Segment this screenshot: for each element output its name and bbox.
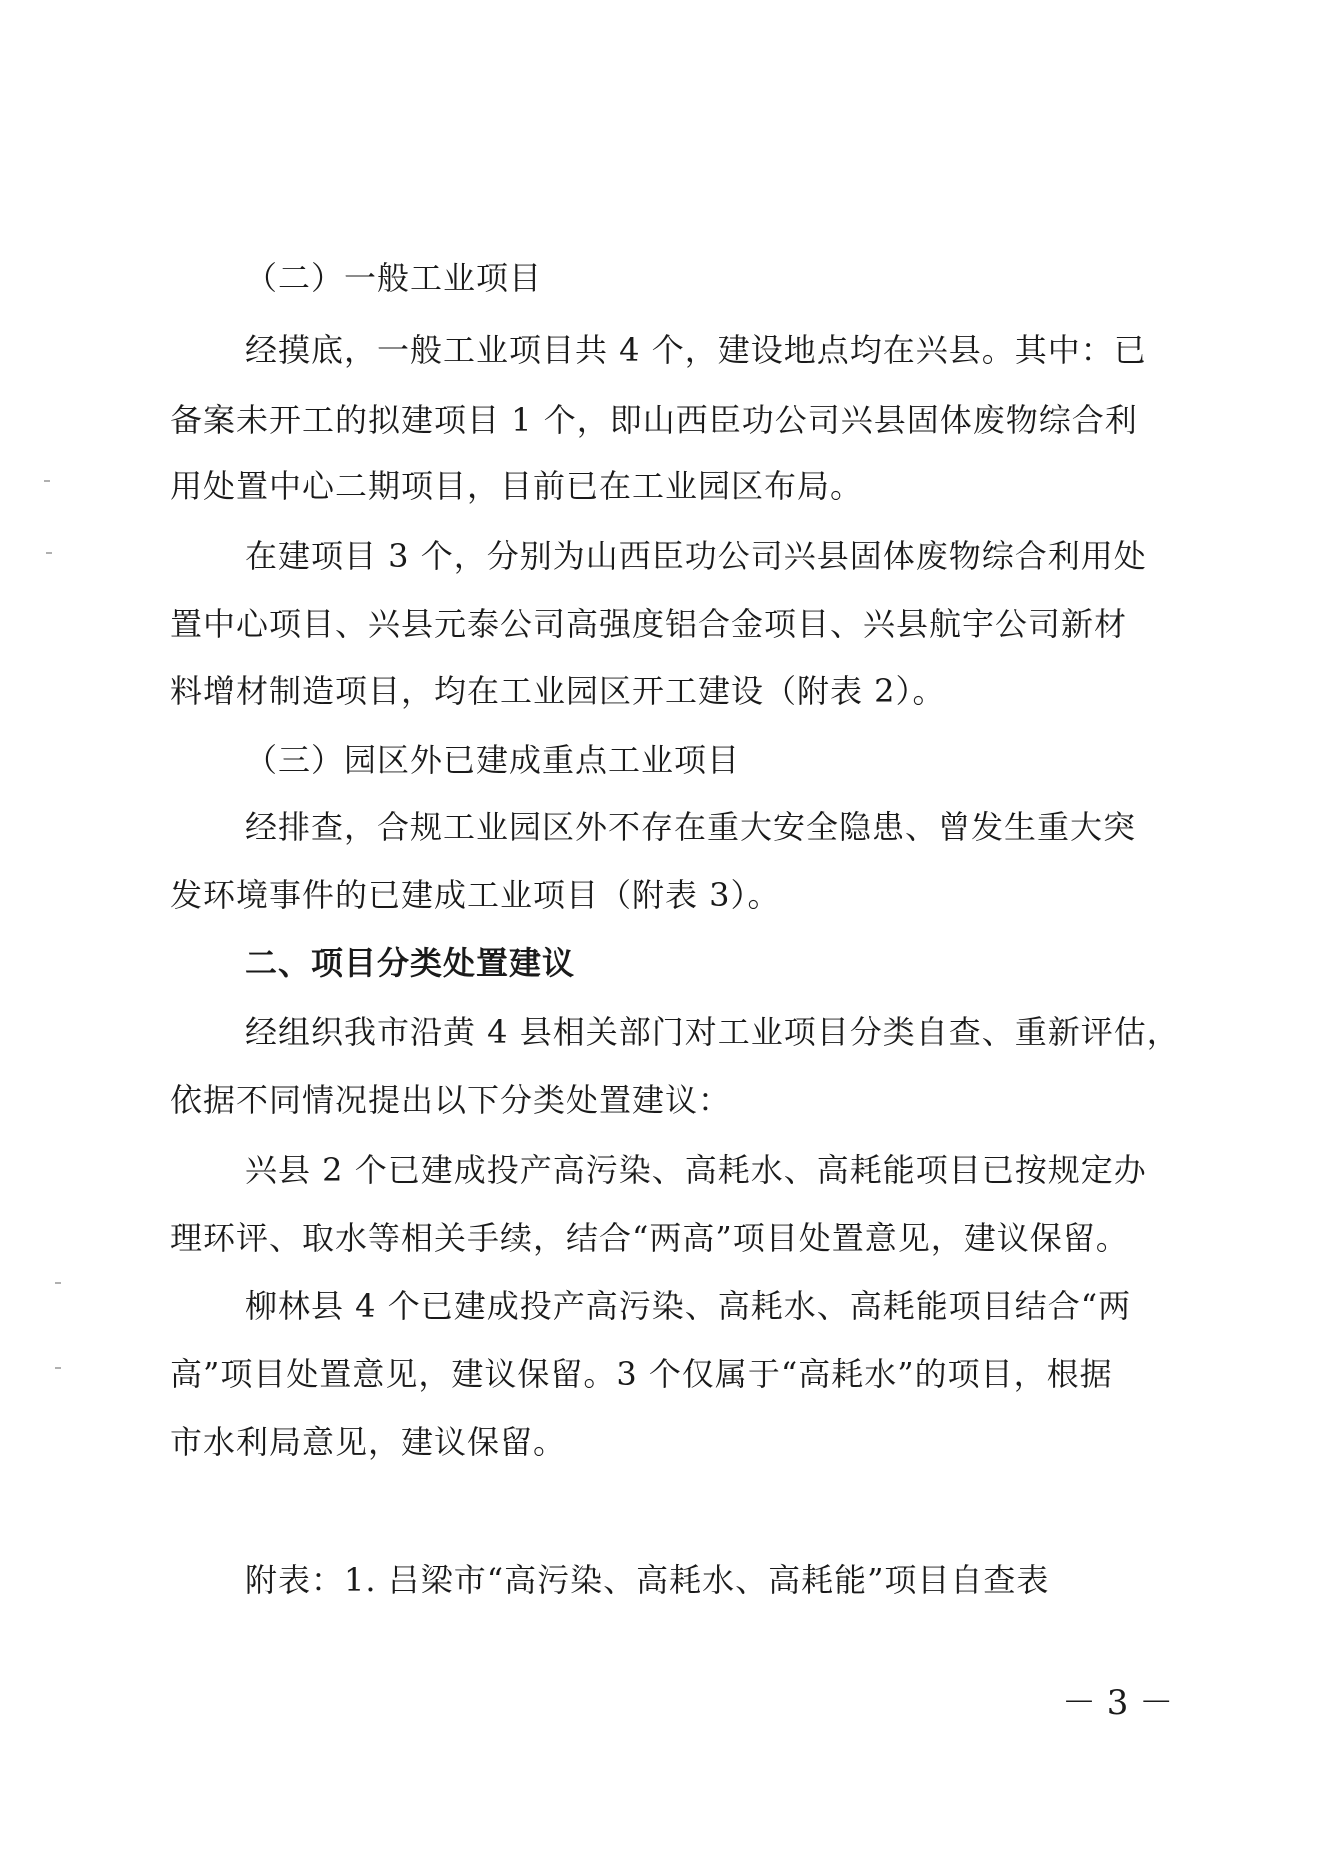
- paragraph-line: 在建项目 3 个，分别为山西臣功公司兴县固体废物综合利用处: [245, 537, 1147, 575]
- paragraph-line: 柳林县 4 个已建成投产高污染、高耗水、高耗能项目结合“两: [245, 1287, 1132, 1325]
- scan-mark: [46, 552, 52, 554]
- section-heading-classification-suggestions: 二、项目分类处置建议: [245, 944, 576, 982]
- paragraph-line: 经组织我市沿黄 4 县相关部门对工业项目分类自查、重新评估，: [245, 1013, 1180, 1051]
- section-heading-general-industrial-projects: （二）一般工业项目: [245, 259, 543, 297]
- paragraph-line: 兴县 2 个已建成投产高污染、高耗水、高耗能项目已按规定办: [245, 1151, 1147, 1189]
- page-number: － 3 －: [1062, 1683, 1174, 1723]
- scan-mark: [44, 480, 50, 482]
- section-heading-built-key-projects: （三）园区外已建成重点工业项目: [245, 741, 741, 779]
- appendix-line: 附表：1. 吕梁市“高污染、高耗水、高耗能”项目自查表: [245, 1561, 1050, 1599]
- paragraph-line: 料增材制造项目，均在工业园区开工建设（附表 2）。: [170, 672, 946, 710]
- paragraph-line: 发环境事件的已建成工业项目（附表 3）。: [170, 876, 781, 914]
- paragraph-line: 用处置中心二期项目，目前已在工业园区布局。: [170, 467, 864, 505]
- paragraph-line: 理环评、取水等相关手续，结合“两高”项目处置意见，建议保留。: [170, 1219, 1129, 1257]
- paragraph-line: 高”项目处置意见，建议保留。3 个仅属于“高耗水”的项目，根据: [170, 1355, 1113, 1393]
- paragraph-line: 置中心项目、兴县元泰公司高强度铝合金项目、兴县航宇公司新材: [170, 605, 1128, 643]
- paragraph-line: 备案未开工的拟建项目 1 个，即山西臣功公司兴县固体废物综合利: [170, 401, 1138, 439]
- paragraph-line: 依据不同情况提出以下分类处置建议：: [170, 1081, 732, 1119]
- paragraph-line: 经排查，合规工业园区外不存在重大安全隐患、曾发生重大突: [245, 808, 1137, 846]
- paragraph-line: 经摸底，一般工业项目共 4 个，建设地点均在兴县。其中：已: [245, 331, 1147, 369]
- paragraph-line: 市水利局意见，建议保留。: [170, 1423, 567, 1461]
- scan-mark: [55, 1282, 61, 1284]
- scan-mark: [55, 1367, 61, 1369]
